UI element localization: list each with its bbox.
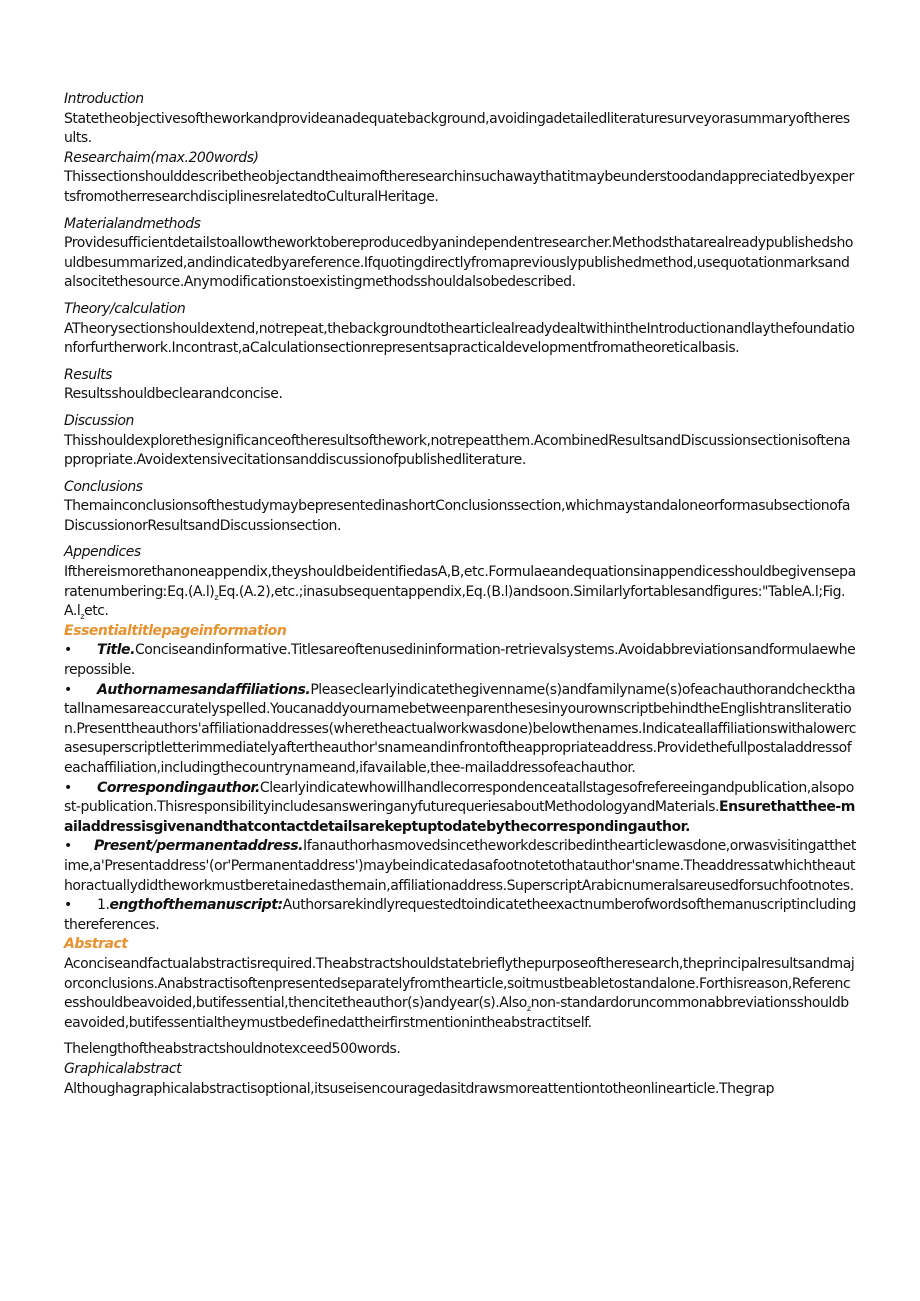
- list-item-authors: [64, 681, 856, 779]
- document-page: [64, 90, 856, 1099]
- appendices-text-b: Eq.(A.2),etc.;inasubsequentappendix,Eq.(B.l)andsoon.Similarlyfortablesandfigures:"TableA.l;Fig.A.l: [64, 583, 846, 620]
- item-label: Correspondingauthor.: [97, 779, 260, 796]
- item-text: Authorsarekindlyrequestedtoindicatetheexactnumberofwordsofthemanuscriptincludingthereferences.: [64, 897, 856, 933]
- heading-abstract: Abstract: [64, 936, 128, 953]
- appendices-text-c: etc.: [84, 603, 109, 620]
- abstract-text-b: non-standardoruncommonabbreviationsshouldbeavoided,butifessentialtheymustbedefinedattheirfirstmentionintheabstractitself.: [64, 995, 849, 1031]
- paragraph-abstract-length: Thelengthoftheabstractshouldnotexceed500words.: [64, 1041, 401, 1058]
- heading-appendices: Appendices: [64, 544, 141, 561]
- appendices-sub-1: z: [214, 592, 219, 602]
- appendices-text-a: Ifthereismorethanoneappendix,theyshouldbeidentifiedasA,B,etc.FormulaeandequationsinappendicesshouldbegivenseparatenumberingːEq.(A.l): [64, 564, 856, 600]
- abstract-text-a: Aconciseandfactualabstractisrequired.Theabstractshouldstatebrieflythepurposeoftheresearch,theprincipalresultsandmajorconclusions.Anabstractisoftenpresentedseparatelyfromthearticle,soitmustbeabletostandalone.Forthisreason,Referencesshouldbeavoided,butifessential,thencitetheauthor(s)andyear(s).Also: [64, 955, 855, 1012]
- bullet-icon: •: [64, 681, 72, 698]
- paragraph-theory-calculation: ATheorysectionshouldextend,notrepeat,thebackgroundtothearticlealreadydealtwithintheIntroductionandlaythefoundationforfurtherwork.Incontrast,aCalculationsectionrepresentsapracticaldevelopmentfromatheoreticalbasis.: [64, 320, 855, 357]
- list-item-title: [64, 641, 856, 680]
- paragraph-research-aim: ThissectionshoulddescribetheobjectandtheaimoftheresearchinsuchawaythatitmaybeunderstoodandappreciatedbyexpertsfromotherresearchdisciplinesrelatedtoCulturalHeritage.: [64, 169, 854, 205]
- item-label: Present/permanentaddress.: [94, 838, 304, 855]
- heading-theory-calculation: Theory/calculation: [64, 300, 186, 317]
- paragraph-graphical-abstract: Althoughagraphicalabstractisoptional,itsuseisencouragedasitdrawsmoreattentiontotheonlinearticle.Thegrap: [64, 1080, 775, 1097]
- list-item-manuscript-length: [64, 896, 856, 935]
- heading-materials-methods: Materialandmethods: [64, 215, 201, 232]
- item-text: Pleaseclearlyindicatethegivenname(s)andfamilyname(s)ofeachauthorandcheckthatallnamesareaccuratelyspelled.YoucanaddyournamebetweenparenthesesinyourownscriptbehindtheEnglishtransliteration.Presenttheauthors'affiliationaddresses(wheretheactualworkwasdone)belowthenames.Indicateallaffiliationswithalowercasesuperscriptletterimmediatelyaftertheauthor'snameandinfrontoftheappropriateaddress.Providethefullpostaladdressofeachaffiliation,includingthecountrynameand,ifavailable,thee-mailaddressofeachauthor.: [64, 681, 856, 776]
- paragraph-materials-methods: Providesufficientdetailstoallowtheworktobereproducedbyanindependentresearcher.Methodsthatarealreadypublishedshouldbesummarized,andindicatedbyareference.Ifquotingdirectlyfromapreviouslypublishedmethod,usequotationmarksandalsocitethesource.Anymodificationstoexistingmethodsshouldalsobedescribed.: [64, 235, 854, 291]
- item-label: Authornamesandaffiliations.: [97, 681, 311, 698]
- abstract-sub: z: [526, 1003, 531, 1013]
- list-item-present-address: [64, 837, 856, 896]
- paragraph-discussion: Thisshouldexplorethesignificanceoftheresultsofthework,notrepeatthem.AcombinedResultsandDiscussionsectionisoftenappropriate.Avoidextensivecitationsanddiscussionofpublishedliterature.: [64, 432, 851, 469]
- item-text: Clearlyindicatewhowillhandlecorrespondenceatallstagesofrefereeingandpublication,alsopost-publication.ThisresponsibilityincludesansweringanyfuturequeriesaboutMethodologyandMaterials.: [64, 779, 854, 816]
- bullet-icon: •: [64, 642, 72, 659]
- heading-research-aim: Researchaim(max.200words): [64, 149, 259, 166]
- paragraph-conclusions: ThemainconclusionsofthestudymaybepresentedinashortConclusionssection,whichmaystandaloneorformasubsectionofaDiscussionorResultsandDiscussionsection.: [64, 498, 850, 534]
- item-bold-text: Ensurethatthee-mailaddressisgivenandthatcontactdetailsarekeptuptodatebythecorrespondingauthor.: [64, 799, 855, 835]
- appendices-sub-2: z: [80, 612, 85, 622]
- heading-title-page-info: Essentialtitlepageinformation: [64, 622, 287, 639]
- paragraph-abstract: [64, 955, 856, 1033]
- paragraph-appendices: [64, 563, 856, 622]
- bullet-icon: •: [64, 838, 72, 855]
- heading-results: Results: [64, 366, 113, 383]
- bullet-icon: •: [64, 779, 72, 796]
- heading-conclusions: Conclusions: [64, 478, 143, 495]
- paragraph-results: Resultsshouldbeclearandconcise.: [64, 386, 283, 403]
- item-label: engthofthemanuscript:: [109, 897, 283, 914]
- heading-graphical-abstract: Graphicalabstract: [64, 1060, 182, 1077]
- item-prefix: 1.: [97, 897, 110, 914]
- list-item-corresponding-author: [64, 779, 856, 838]
- heading-introduction: Introduction: [64, 91, 144, 107]
- bullet-icon: •: [64, 897, 72, 914]
- item-text: Conciseandinformative.Titlesareoftenusedininformation-retrievalsystems.Avoidabbreviationsandformulaewherepossible.: [64, 642, 856, 679]
- item-label: Title.: [97, 642, 135, 659]
- paragraph-introduction: Statetheobjectivesoftheworkandprovideanadequatebackground,avoidingadetailedliteraturesurveyorasummaryoftheresults.: [64, 110, 850, 147]
- heading-discussion: Discussion: [64, 412, 134, 429]
- item-text: Ifanauthorhasmovedsincetheworkdescribedinthearticlewasdone,orwasvisitingatthetime,a'Presentaddress'(or'Permanentaddress')maybeindicatedasafootnotetothatauthor'sname.Theaddressatwhichtheauthoractuallydidtheworkmustberetainedasthemain,affiliationaddress.SuperscriptArabicnumeralsareusedforsuchfootnotes.: [64, 838, 856, 894]
